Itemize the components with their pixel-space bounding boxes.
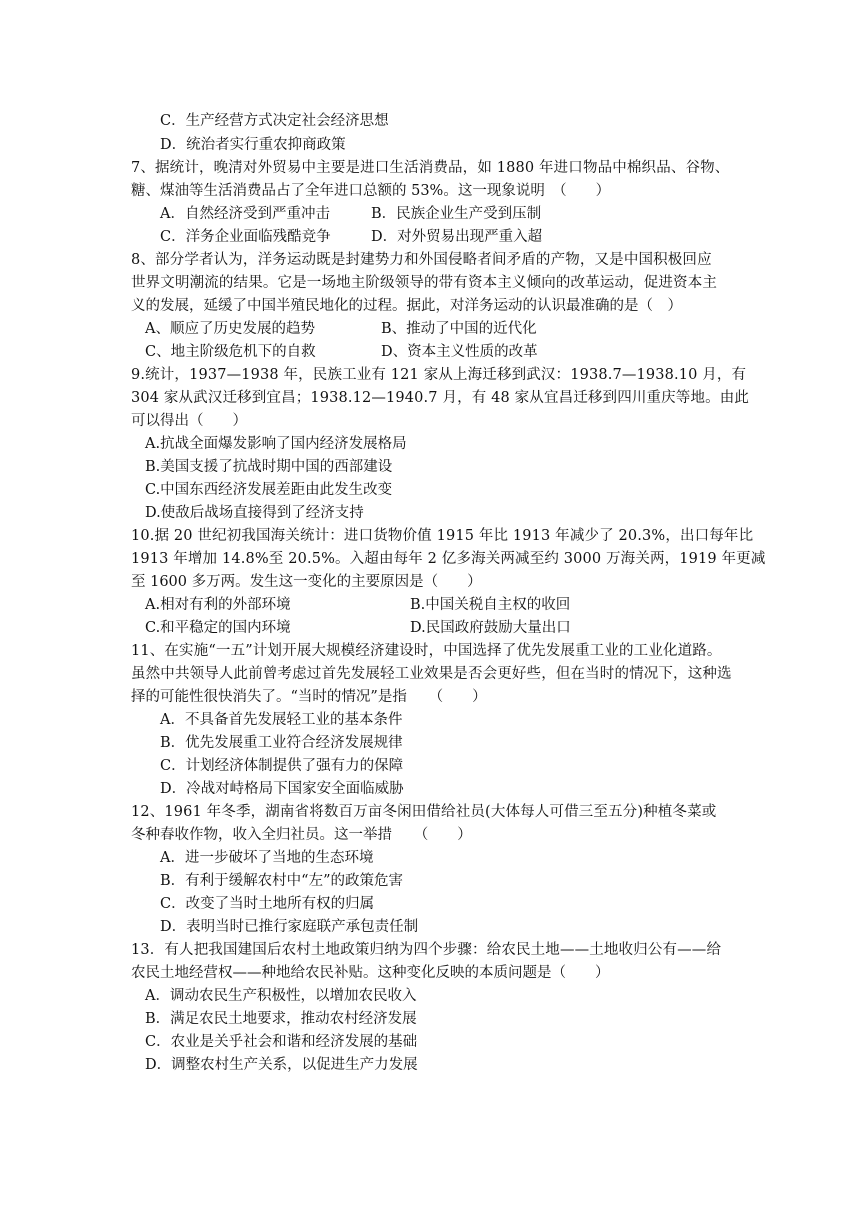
question-9-option-d: D.使敌后战场直接得到了经济支持 <box>145 505 364 521</box>
question-13-stem-line-1: 13．有人把我国建国后农村土地政策归纳为四个步骤：给农民土地——土地收归公有——给 <box>131 942 722 958</box>
question-8-stem-line-3: 义的发展，延缓了中国半殖民地化的过程。据此，对洋务运动的认识最准确的是（ ） <box>131 298 682 314</box>
question-11-option-d: D．冷战对峙格局下国家安全面临威胁 <box>160 781 404 797</box>
question-8-stem-line-1: 8、部分学者认为，洋务运动既是封建势力和外国侵略者间矛盾的产物，又是中国积极回应 <box>131 252 712 268</box>
option-d-line: D．统治者实行重农抑商政策 <box>160 137 346 153</box>
question-8-option-c: C、地主阶级危机下的自救 <box>145 344 316 360</box>
question-8-stem-line-2: 世界文明潮流的结果。它是一场地主阶级领导的带有资本主义倾向的改革运动，促进资本主 <box>131 275 717 291</box>
question-11-stem-line-3: 择的可能性很快消失了。“当时的情况”是指 （ ） <box>131 689 487 705</box>
question-13-option-c: C．农业是关乎社会和谐和经济发展的基础 <box>145 1034 418 1050</box>
question-9-option-c: C.中国东西经济发展差距由此发生改变 <box>145 482 393 498</box>
question-10-option-c: C.和平稳定的国内环境 <box>145 620 291 636</box>
question-8-option-a: A、顺应了历史发展的趋势 <box>145 321 315 337</box>
question-11-option-a: A．不具备首先发展轻工业的基本条件 <box>160 712 403 728</box>
question-13-option-d: D．调整农村生产关系，以促进生产力发展 <box>145 1057 418 1073</box>
question-12-option-d: D．表明当时已推行家庭联产承包责任制 <box>160 919 419 935</box>
question-13-option-a: A．调动农民生产积极性，以增加农民收入 <box>145 988 417 1004</box>
question-9-option-a: A.抗战全面爆发影响了国内经济发展格局 <box>145 436 407 452</box>
question-11-stem-line-2: 虽然中共领导人此前曾考虑过首先发展轻工业效果是否会更好些，但在当时的情况下，这种选 <box>131 666 732 682</box>
question-12-option-c: C．改变了当时土地所有权的归属 <box>160 896 375 912</box>
question-9-stem-line-3: 可以得出（ ） <box>131 413 247 429</box>
question-10-option-b: B.中国关税自主权的收回 <box>410 597 571 613</box>
question-9-stem-line-2: 304 家从武汉迁移到宜昌；1938.12—1940.7 月，有 48 家从宜昌迁移到四川重庆等地。由此 <box>131 390 750 406</box>
question-10-option-d: D.民国政府鼓励大量出口 <box>410 620 571 636</box>
question-13-stem-line-2: 农民土地经营权——种地给农民补贴。这种变化反映的本质问题是（ ） <box>131 965 610 981</box>
question-10-option-a: A.相对有利的外部环境 <box>145 597 291 613</box>
question-11-option-c: C．计划经济体制提供了强有力的保障 <box>160 758 404 774</box>
question-7-option-d: D．对外贸易出现严重入超 <box>371 229 543 245</box>
question-7-option-c: C．洋务企业面临残酷竞争 <box>160 229 331 245</box>
question-7-option-a: A．自然经济受到严重冲击 <box>160 206 330 222</box>
question-8-option-b: B、推动了中国的近代化 <box>381 321 537 337</box>
question-11-stem-line-1: 11、在实施“一五”计划开展大规模经济建设时，中国选择了优先发展重工业的工业化道路。 <box>131 643 722 659</box>
question-9-stem-line-1: 9.统计，1937—1938 年，民族工业有 121 家从上海迁移到武汉：1938.7—1938.10 月，有 <box>131 367 747 383</box>
question-12-option-b: B．有利于缓解农村中“左”的政策危害 <box>160 873 403 889</box>
question-11-option-b: B．优先发展重工业符合经济发展规律 <box>160 735 403 751</box>
question-12-stem-line-1: 12、1961 年冬季，湖南省将数百万亩冬闲田借给社员(大体每人可借三至五分)种植冬菜或 <box>131 804 717 820</box>
question-10-stem-line-3: 至 1600 多万两。发生这一变化的主要原因是（ ） <box>131 574 482 590</box>
question-8-option-d: D、资本主义性质的改革 <box>381 344 538 360</box>
question-12-option-a: A．进一步破坏了当地的生态环境 <box>160 850 374 866</box>
question-10-stem-line-2: 1913 年增加 14.8%至 20.5%。入超由每年 2 亿多海关两减至约 3000 万海关两，1919 年更减 <box>131 551 766 567</box>
question-7-option-b: B．民族企业生产受到压制 <box>371 206 542 222</box>
question-10-stem-line-1: 10.据 20 世纪初我国海关统计：进口货物价值 1915 年比 1913 年减少了 20.3%，出口每年比 <box>131 528 754 544</box>
question-13-option-b: B．满足农民土地要求，推动农村经济发展 <box>145 1011 417 1027</box>
question-9-option-b: B.美国支援了抗战时期中国的西部建设 <box>145 459 393 475</box>
option-c-line: C．生产经营方式决定社会经济思想 <box>160 113 389 129</box>
question-7-stem-line-2: 糖、煤油等生活消费品占了全年进口总额的 53%。这一现象说明 （ ） <box>131 183 611 199</box>
question-12-stem-line-2: 冬种春收作物，收入全归社员。这一举措 （ ） <box>131 827 472 843</box>
question-7-stem-line-1: 7、据统计，晚清对外贸易中主要是进口生活消费品，如 1880 年进口物品中棉织品、谷物、 <box>131 160 730 176</box>
